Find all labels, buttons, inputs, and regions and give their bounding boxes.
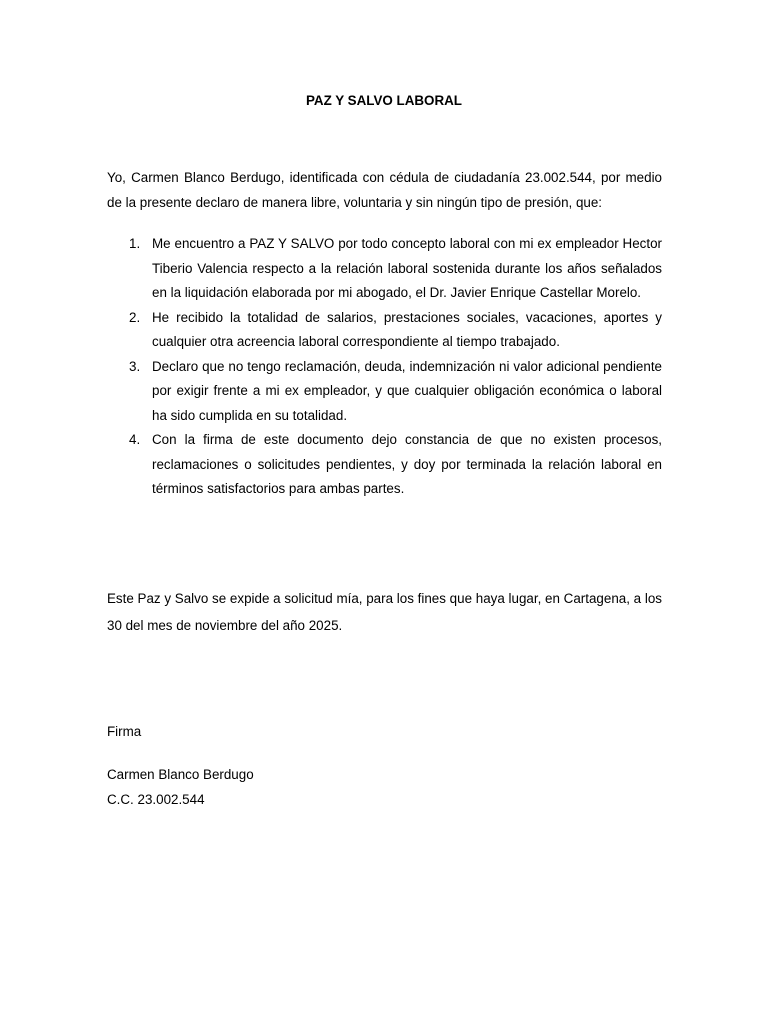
list-item-number: 1.	[129, 236, 141, 251]
intro-paragraph: Yo, Carmen Blanco Berdugo, identificada con cédula de ciudadanía 23.002.544, por medio de la presente declaro de manera libre, voluntaria y sin ningún tipo de presión, que:	[107, 170, 662, 210]
list-item-number: 4.	[129, 432, 141, 447]
list-item-text: Declaro que no tengo reclamación, deuda, indemnización ni valor adicional pendiente por exigir frente a mi ex empleador, y que cualquier obligación económica o laboral ha sido cumplida en su totalidad.	[152, 358, 662, 423]
list-item-text: Con la firma de este documento dejo constancia de que no existen procesos, reclamaciones o solicitudes pendientes, y doy por terminada la relación laboral en términos satisfactorios para ambas partes.	[152, 432, 662, 496]
list-item-number: 3.	[129, 358, 141, 374]
list-item-text: He recibido la totalidad de salarios, prestaciones sociales, vacaciones, aportes y cualquier otra acreencia laboral correspondiente al tiempo trabajado.	[152, 309, 662, 349]
signer-name: Carmen Blanco Berdugo	[107, 767, 254, 782]
list-item	[107, 428, 662, 502]
signer-id-number: C.C. 23.002.544	[107, 792, 205, 807]
signature-label: Firma	[107, 724, 142, 739]
document-title: PAZ Y SALVO LABORAL	[306, 93, 462, 108]
list-item-text: Me encuentro a PAZ Y SALVO por todo concepto laboral con mi ex empleador Hector Tiberio Valencia respecto a la relación laboral sostenida durante los años señalados en la liquidación elaborada por mi abogado, el Dr. Javier Enrique Castellar Morelo.	[152, 236, 662, 300]
list-item	[107, 355, 662, 429]
list-item	[107, 232, 662, 306]
declaration-list	[107, 232, 662, 502]
list-item-number: 2.	[129, 309, 141, 325]
closing-paragraph: Este Paz y Salvo se expide a solicitud mía, para los fines que haya lugar, en Cartagena, a los 30 del mes de noviembre del año 2025.	[107, 591, 662, 633]
list-item	[107, 306, 662, 355]
